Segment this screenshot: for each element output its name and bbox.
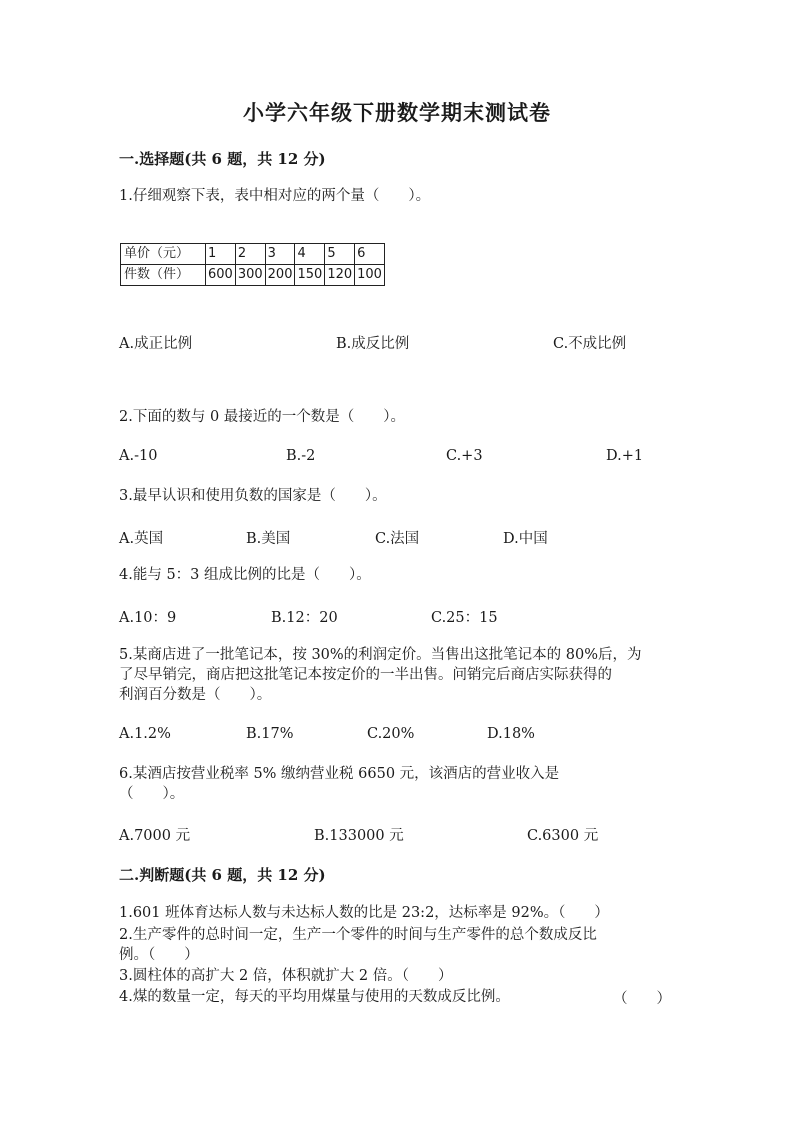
question-2-option-d[interactable]: D.+1 bbox=[606, 448, 644, 464]
table-cell: 600 bbox=[206, 265, 236, 286]
question-3-option-b[interactable]: B.美国 bbox=[246, 531, 291, 547]
table-cell: 150 bbox=[295, 265, 325, 286]
section-heading-choice: 一.选择题(共 6 题，共 12 分) bbox=[119, 150, 326, 168]
question-5-line-1: 5.某商店进了一批笔记本，按 30%的利润定价。当售出这批笔记本的 80%后，为 bbox=[119, 647, 642, 663]
table-row-label: 单价（元） bbox=[121, 244, 206, 265]
table-cell: 6 bbox=[355, 244, 385, 265]
question-6-option-b[interactable]: B.133000 元 bbox=[314, 828, 404, 844]
page-title: 小学六年级下册数学期末测试卷 bbox=[243, 100, 551, 125]
question-5-option-b[interactable]: B.17% bbox=[246, 726, 294, 742]
question-6-line-1: 6.某酒店按营业税率 5% 缴纳营业税 6650 元，该酒店的营业收入是 bbox=[119, 766, 560, 782]
question-4-option-c[interactable]: C.25：15 bbox=[431, 610, 498, 626]
question-5-option-c[interactable]: C.20% bbox=[367, 726, 415, 742]
question-1-option-c[interactable]: C.不成比例 bbox=[553, 336, 627, 352]
table-cell: 2 bbox=[235, 244, 265, 265]
table-cell: 3 bbox=[265, 244, 295, 265]
table-row-label: 件数（件） bbox=[121, 265, 206, 286]
judge-4-text: 4.煤的数量一定，每天的平均用煤量与使用的天数成反比例。 bbox=[119, 989, 510, 1005]
question-6-option-c[interactable]: C.6300 元 bbox=[527, 828, 599, 844]
table-cell: 200 bbox=[265, 265, 295, 286]
question-2-text: 2.下面的数与 0 最接近的一个数是（ ）。 bbox=[119, 409, 406, 425]
question-3-option-a[interactable]: A.英国 bbox=[119, 531, 164, 547]
question-1-table bbox=[120, 243, 385, 286]
table-cell: 100 bbox=[355, 265, 385, 286]
judge-2-line-2: 例。（ ） bbox=[119, 947, 199, 963]
table-cell: 4 bbox=[295, 244, 325, 265]
table-cell: 300 bbox=[235, 265, 265, 286]
question-5-option-d[interactable]: D.18% bbox=[487, 726, 535, 742]
judge-2-line-1: 2.生产零件的总时间一定，生产一个零件的时间与生产零件的总个数成反比 bbox=[119, 927, 597, 943]
question-6-option-a[interactable]: A.7000 元 bbox=[119, 828, 191, 844]
question-1-option-b[interactable]: B.成反比例 bbox=[336, 336, 410, 352]
question-5-line-3: 利润百分数是（ ）。 bbox=[119, 687, 272, 703]
table-cell: 120 bbox=[325, 265, 355, 286]
question-4-option-a[interactable]: A.10：9 bbox=[119, 610, 177, 626]
question-5-option-a[interactable]: A.1.2% bbox=[119, 726, 171, 742]
question-2-option-a[interactable]: A.-10 bbox=[119, 448, 158, 464]
question-5-line-2: 了尽早销完，商店把这批笔记本按定价的一半出售。问销完后商店实际获得的 bbox=[119, 667, 612, 683]
question-1-option-a[interactable]: A.成正比例 bbox=[119, 336, 193, 352]
question-3-option-d[interactable]: D.中国 bbox=[503, 531, 548, 547]
judge-1-text: 1.601 班体育达标人数与未达标人数的比是 23:2，达标率是 92%。（ ） bbox=[119, 905, 609, 921]
table-cell: 1 bbox=[206, 244, 236, 265]
judge-4-answer-paren[interactable]: （ ） bbox=[613, 991, 671, 1007]
question-2-option-b[interactable]: B.-2 bbox=[286, 448, 316, 464]
judge-3-text: 3.圆柱体的高扩大 2 倍，体积就扩大 2 倍。（ ） bbox=[119, 968, 453, 984]
question-1-text: 1.仔细观察下表，表中相对应的两个量（ ）。 bbox=[119, 188, 431, 204]
question-6-line-2: （ ）。 bbox=[119, 786, 185, 802]
table-cell: 5 bbox=[325, 244, 355, 265]
question-4-option-b[interactable]: B.12：20 bbox=[271, 610, 338, 626]
section-heading-judge: 二.判断题(共 6 题，共 12 分) bbox=[119, 866, 326, 884]
question-2-option-c[interactable]: C.+3 bbox=[446, 448, 483, 464]
question-3-text: 3.最早认识和使用负数的国家是（ ）。 bbox=[119, 488, 387, 504]
table-row bbox=[121, 265, 385, 286]
question-3-option-c[interactable]: C.法国 bbox=[375, 531, 420, 547]
question-4-text: 4.能与 5：3 组成比例的比是（ ）。 bbox=[119, 567, 371, 583]
table-row bbox=[121, 244, 385, 265]
